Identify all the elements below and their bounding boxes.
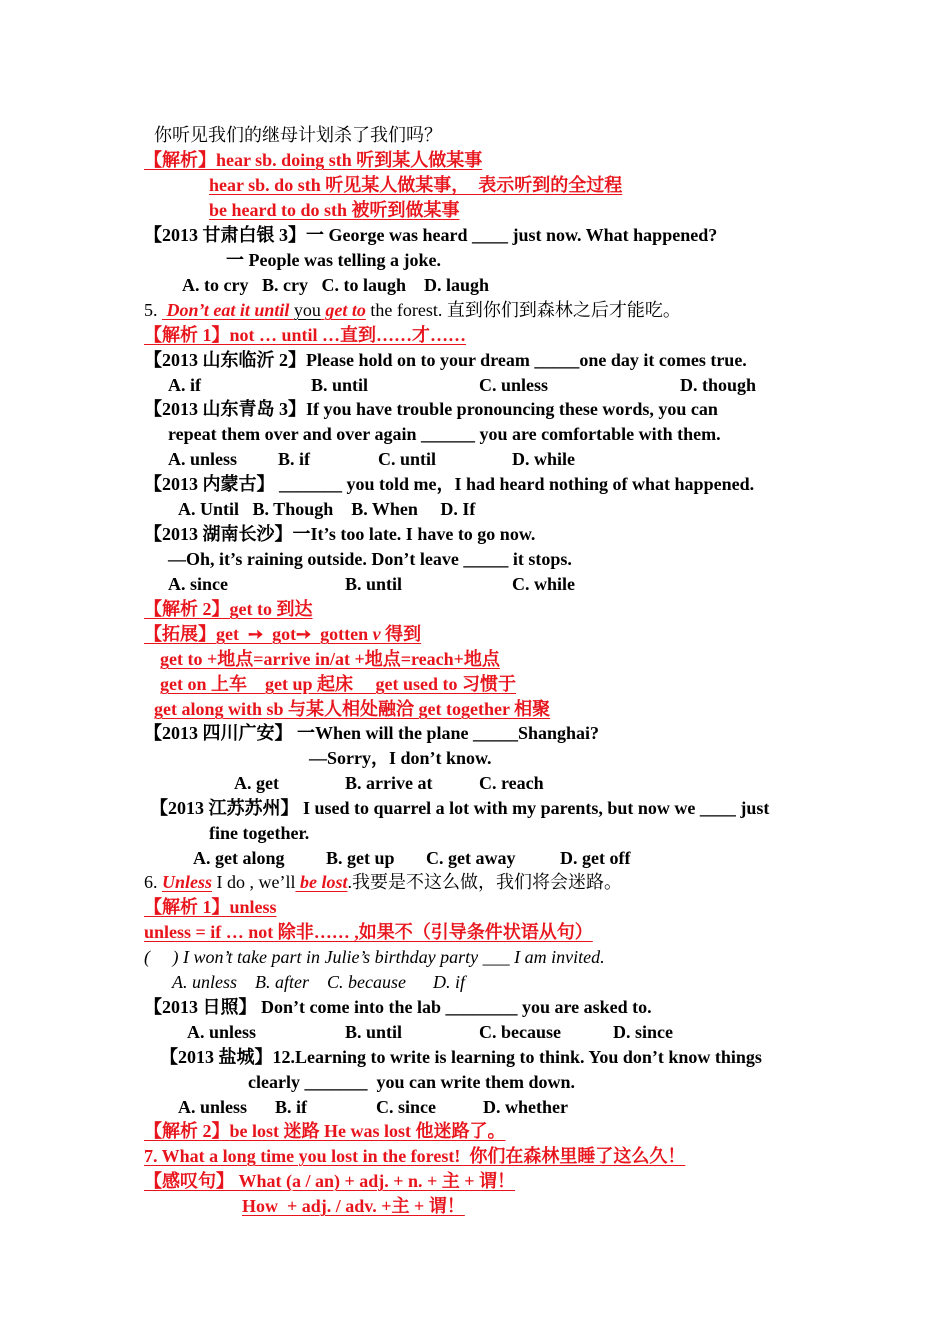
option: C. unless	[479, 375, 549, 395]
exclamation-what-pattern: 【感叹句】 What (a / an) + adj. + n. + 主 + 谓！	[144, 1171, 516, 1191]
extension-get-to-place: get to +地点=arrive in/at +地点=reach+地点	[160, 649, 500, 669]
analysis-get-to: 【解析 2】get to 到达	[144, 599, 313, 619]
question-yancheng: 【2013 盐城】12.Learning to write is learning to think. You don’t know things	[160, 1047, 762, 1067]
option: D. since	[613, 1022, 673, 1042]
option: A. unless	[168, 449, 238, 469]
question-jiangsu-suzhou: 【2013 江苏苏州】 I used to quarrel a lot with my parents, but now we ____ just	[150, 798, 770, 818]
analysis-be-heard: be heard to do sth 被听到做某事	[209, 200, 460, 220]
question-yancheng-line2: clearly _______ you can write them down.	[248, 1072, 575, 1092]
extension-get-phrases: get on 上车 get up 起床 get used to 习惯于	[160, 674, 516, 694]
option: C. because	[479, 1022, 561, 1042]
question-guangan-answer-line: —Sorry，I don’t know.	[309, 748, 492, 768]
option: C. since	[376, 1097, 436, 1117]
option: D. while	[512, 449, 575, 469]
sentence-7: 7. What a long time you lost in the forest! 你们在森林里睡了这么久！	[144, 1146, 686, 1166]
sentence-6-rest: .我要是不这么做，我们将会迷路。	[347, 872, 622, 892]
option: B. get up	[326, 848, 395, 868]
analysis-be-lost: 【解析 2】be lost 迷路 He was lost 他迷路了。	[144, 1121, 506, 1141]
analysis-unless: 【解析 1】unless	[144, 897, 277, 917]
option: A. unless	[187, 1022, 257, 1042]
extension-get-along: get along with sb 与某人相处融洽 get together 相聚	[154, 699, 551, 719]
sentence-5-you: you	[293, 300, 321, 320]
question-qingdao-line2: repeat them over and over again ______ you are comfortable with them.	[168, 424, 721, 444]
question-shandong-linyi: 【2013 山东临沂 2】Please hold on to your dream _____one day it comes true.	[144, 350, 747, 370]
option: B. until	[345, 574, 403, 594]
sentence-6-unless: Unless	[162, 872, 213, 892]
option: D. whether	[483, 1097, 568, 1117]
sentence-5-number: 5.	[144, 300, 162, 320]
sentence-6-number: 6.	[144, 872, 162, 892]
option: C. reach	[479, 773, 544, 793]
option: B. until	[345, 1022, 403, 1042]
option: A. since	[168, 574, 228, 594]
option: A. get	[234, 773, 279, 793]
analysis-not-until: 【解析 1】not … until …直到……才……	[144, 325, 467, 345]
extension-get-forms-text: 【拓展】get ➙ got➙ gotten	[144, 624, 373, 644]
question-julie-options: A. unless B. after C. because D. if	[172, 972, 465, 992]
option: A. if	[168, 375, 201, 395]
sentence-5-rest: the forest. 直到你们到森林之后才能吃。	[365, 300, 681, 320]
sentence-6	[144, 871, 622, 893]
question-gansu-options: A. to cry B. cry C. to laugh D. laugh	[182, 275, 489, 295]
option: B. if	[275, 1097, 308, 1117]
question-shandong-qingdao: 【2013 山东青岛 3】If you have trouble pronouncing these words, you can	[144, 399, 718, 419]
question-neimenggu: 【2013 内蒙古】 _______ you told me，I had heard nothing of what happened.	[144, 474, 755, 494]
sentence-6-middle: I do , we’ll	[212, 872, 296, 892]
question-hunan-changsha: 【2013 湖南长沙】一It’s too late. I have to go now.	[144, 524, 536, 544]
option: D. though	[680, 375, 757, 395]
extension-verb-mark: v	[372, 624, 381, 644]
analysis-hear-do: hear sb. do sth 听见某人做某事， 表示听到的全过程	[209, 175, 623, 195]
question-julie-party: ( ) I won’t take part in Julie’s birthday party ___ I am invited.	[144, 947, 605, 967]
question-gansu-answer-line: 一 People was telling a joke.	[226, 250, 441, 270]
question-suzhou-line2: fine together.	[209, 823, 310, 843]
option: D. get off	[560, 848, 631, 868]
analysis-hear-doing: 【解析】hear sb. doing sth 听到某人做某事	[144, 150, 483, 170]
option: B. arrive at	[345, 773, 433, 793]
option: A. get along	[193, 848, 285, 868]
question-neimenggu-options: A. Until B. Though B. When D. If	[178, 499, 476, 519]
question-changsha-line2: —Oh, it’s raining outside. Don’t leave _____ it stops.	[168, 549, 572, 569]
extension-get-forms	[144, 623, 421, 645]
chinese-question: 你听见我们的继母计划杀了我们吗？	[154, 125, 442, 145]
option: C. while	[512, 574, 575, 594]
question-rizhao: 【2013 日照】 Don’t come into the lab ________ you are asked to.	[144, 997, 652, 1017]
question-sichuan-guangan: 【2013 四川广安】 一When will the plane _____Shanghai?	[144, 723, 600, 743]
exclamation-how-pattern: How + adj. / adv. +主 + 谓！	[242, 1196, 465, 1216]
analysis-unless-meaning: unless = if … not 除非…… ,如果不（引导条件状语从句）	[144, 922, 593, 942]
option: A. unless	[178, 1097, 248, 1117]
sentence-5-dont-eat-until: Don’t eat it until	[162, 300, 294, 320]
option: C. get away	[426, 848, 516, 868]
sentence-5-get-to: get to	[320, 300, 366, 320]
question-gansu-baiyin: 【2013 甘肃白银 3】一 George was heard ____ just now. What happened?	[144, 225, 718, 245]
extension-get-meaning: 得到	[380, 624, 422, 644]
sentence-6-be-lost: be lost	[295, 872, 348, 892]
sentence-5	[144, 299, 681, 321]
option: B. until	[311, 375, 369, 395]
option: B. if	[278, 449, 311, 469]
option: C. until	[378, 449, 437, 469]
